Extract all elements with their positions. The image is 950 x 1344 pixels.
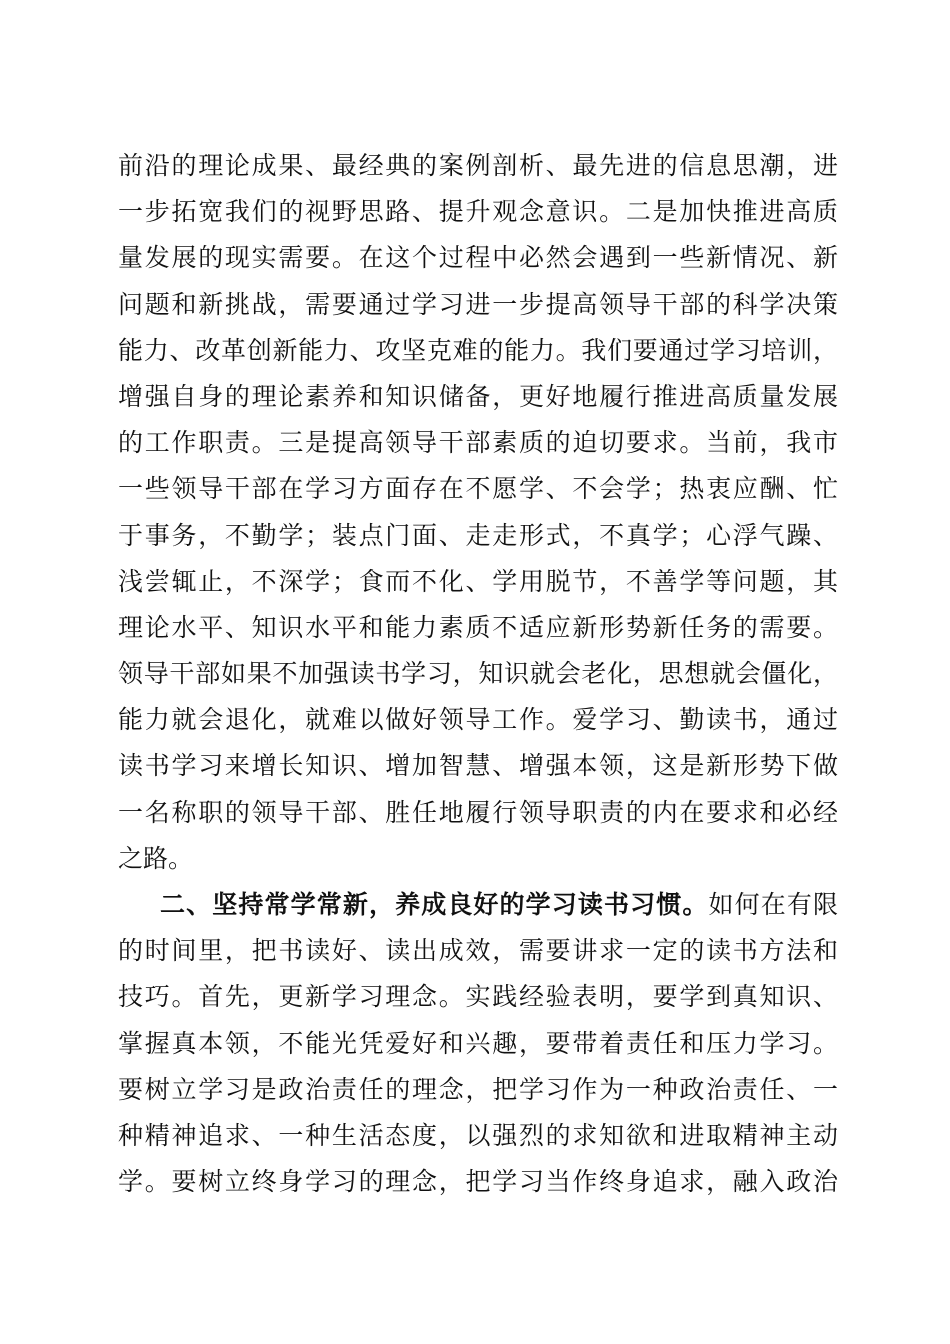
section-heading-tail: 如何在有限 bbox=[708, 890, 838, 919]
text-line: 技巧。首先，更新学习理念。实践经验表明，要学到真知识、 bbox=[118, 982, 838, 1012]
text-line: 一步拓宽我们的视野思路、提升观念意识。二是加快推进高质 bbox=[118, 197, 838, 227]
text-line: 一名称职的领导干部、胜任地履行领导职责的内在要求和必经 bbox=[118, 797, 838, 827]
text-line: 前沿的理论成果、最经典的案例剖析、最先进的信息思潮，进 bbox=[118, 151, 838, 180]
text-line: 理论水平、知识水平和能力素质不适应新形势新任务的需要。 bbox=[118, 612, 838, 642]
text-line: 读书学习来增长知识、增加智慧、增强本领，这是新形势下做 bbox=[118, 751, 838, 781]
text-line: 问题和新挑战，需要通过学习进一步提高领导干部的科学决策 bbox=[118, 289, 838, 319]
text-line: 掌握真本领，不能光凭爱好和兴趣，要带着责任和压力学习。 bbox=[118, 1028, 838, 1058]
text-line: 浅尝辄止，不深学；食而不化、学用脱节，不善学等问题，其 bbox=[118, 566, 838, 596]
text-line: 之路。 bbox=[118, 843, 194, 873]
text-line: 一些领导干部在学习方面存在不愿学、不会学；热衷应酬、忙 bbox=[118, 474, 838, 504]
section-heading-line bbox=[118, 882, 838, 928]
text-line: 增强自身的理论素养和知识储备，更好地履行推进高质量发展 bbox=[118, 381, 838, 411]
text-line: 种精神追求、一种生活态度，以强烈的求知欲和进取精神主动 bbox=[118, 1120, 838, 1150]
text-line: 学。要树立终身学习的理念，把学习当作终身追求，融入政治 bbox=[118, 1167, 838, 1197]
text-line: 的工作职责。三是提高领导干部素质的迫切要求。当前，我市 bbox=[118, 428, 838, 458]
section-heading: 二、坚持常学常新，养成良好的学习读书习惯。 bbox=[160, 890, 709, 919]
text-line: 能力就会退化，就难以做好领导工作。爱学习、勤读书，通过 bbox=[118, 705, 838, 735]
text-line: 领导干部如果不加强读书学习，知识就会老化，思想就会僵化， bbox=[118, 659, 838, 689]
text-line: 于事务，不勤学；装点门面、走走形式，不真学；心浮气躁、 bbox=[118, 520, 838, 550]
text-line: 要树立学习是政治责任的理念，把学习作为一种政治责任、一 bbox=[118, 1074, 838, 1104]
text-line: 能力、改革创新能力、攻坚克难的能力。我们要通过学习培训， bbox=[118, 335, 838, 365]
text-line: 的时间里，把书读好、读出成效，需要讲求一定的读书方法和 bbox=[118, 936, 838, 966]
text-line: 量发展的现实需要。在这个过程中必然会遇到一些新情况、新 bbox=[118, 243, 838, 273]
body-text bbox=[118, 143, 838, 1205]
